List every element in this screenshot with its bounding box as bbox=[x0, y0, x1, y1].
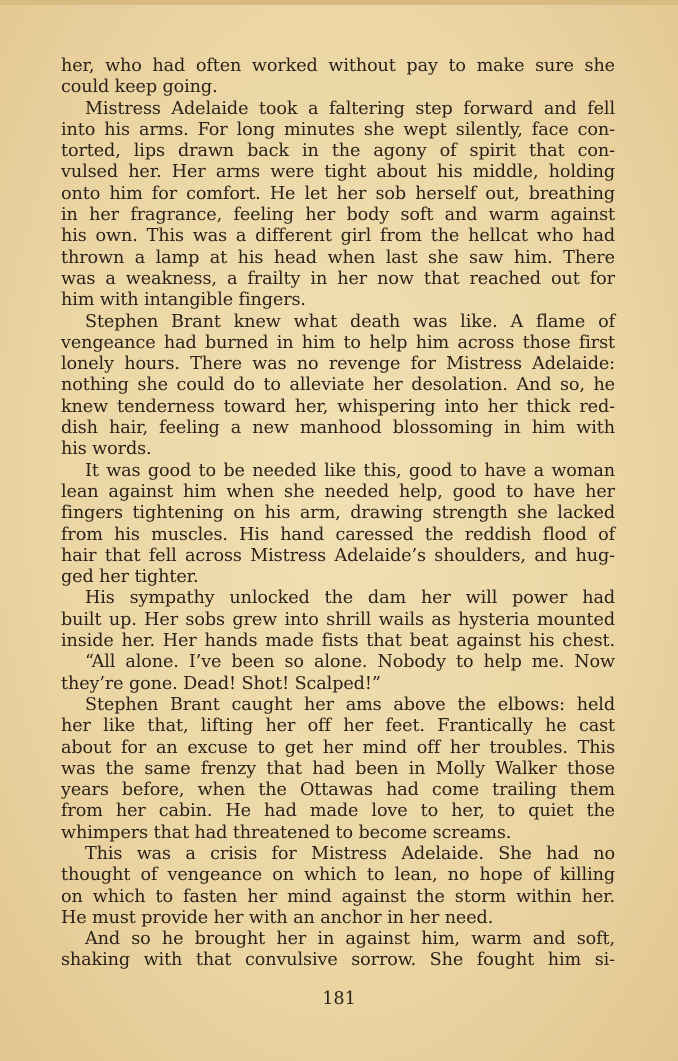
text-line: vengeance had burned in him to help him across those first bbox=[61, 332, 615, 353]
text-line: her like that, lifting her off her feet. Frantically he cast bbox=[61, 716, 615, 737]
text-line: fingers tightening on his arm, drawing strength she lacked bbox=[61, 503, 615, 524]
text-line: was the same frenzy that had been in Molly Walker those bbox=[61, 758, 615, 779]
text-line: He must provide her with an anchor in her need. bbox=[61, 907, 494, 928]
text-line: Stephen Brant knew what death was like. A flame of bbox=[85, 311, 615, 332]
text-line: in her fragrance, feeling her body soft and warm against bbox=[61, 205, 615, 226]
text-line: This was a crisis for Mistress Adelaide. She had no bbox=[85, 843, 615, 864]
text-line: shaking with that convulsive sorrow. She fought him si- bbox=[61, 950, 615, 971]
text-line: built up. Her sobs grew into shrill wails as hysteria mounted bbox=[61, 609, 615, 630]
text-line: It was good to be needed like this, good to have a woman bbox=[85, 460, 615, 481]
text-line: him with intangible fingers. bbox=[61, 290, 306, 311]
text-line: lonely hours. There was no revenge for Mistress Adelaide: bbox=[61, 354, 615, 375]
body-text bbox=[61, 56, 615, 972]
text-line: dish hair, feeling a new manhood blossoming in him with bbox=[61, 418, 615, 439]
text-line: “All alone. I’ve been so alone. Nobody to help me. Now bbox=[85, 652, 615, 673]
text-line: from his muscles. His hand caressed the reddish flood of bbox=[61, 524, 615, 545]
text-line: Stephen Brant caught her ams above the elbows: held bbox=[85, 694, 615, 715]
text-line: his own. This was a different girl from the hellcat who had bbox=[61, 226, 615, 247]
text-line: was a weakness, a frailty in her now that reached out for bbox=[61, 268, 615, 289]
text-line: her, who had often worked without pay to make sure she bbox=[61, 56, 615, 76]
text-line: torted, lips drawn back in the agony of spirit that con- bbox=[61, 141, 615, 162]
text-line: from her cabin. He had made love to her, to quiet the bbox=[61, 801, 615, 822]
text-line: about for an excuse to get her mind off her troubles. This bbox=[61, 737, 615, 758]
text-line: And so he brought her in against him, warm and soft, bbox=[85, 929, 615, 950]
text-line: His sympathy unlocked the dam her will power had bbox=[85, 588, 615, 609]
text-line: they’re gone. Dead! Shot! Scalped!” bbox=[61, 673, 381, 694]
text-line: ged her tighter. bbox=[61, 567, 199, 588]
text-line: could keep going. bbox=[61, 77, 218, 98]
text-line: knew tenderness toward her, whispering into her thick red- bbox=[61, 396, 615, 417]
text-line: on which to fasten her mind against the storm within her. bbox=[61, 886, 615, 907]
text-line: hair that fell across Mistress Adelaide’s shoulders, and hug- bbox=[61, 545, 615, 566]
text-line: nothing she could do to alleviate her desolation. And so, he bbox=[61, 375, 615, 396]
text-line: onto him for comfort. He let her sob herself out, breathing bbox=[61, 183, 615, 204]
text-line: whimpers that had threatened to become screams. bbox=[61, 822, 512, 843]
text-line: vulsed her. Her arms were tight about his middle, holding bbox=[61, 162, 615, 183]
text-line: inside her. Her hands made fists that beat against his chest. bbox=[61, 631, 615, 652]
text-line: thrown a lamp at his head when last she saw him. There bbox=[61, 247, 615, 268]
text-line: his words. bbox=[61, 439, 152, 460]
page-number: 181 bbox=[322, 989, 356, 1009]
text-line: into his arms. For long minutes she wept silently, face con- bbox=[61, 119, 615, 140]
text-line: years before, when the Ottawas had come trailing them bbox=[61, 780, 615, 801]
page-top-edge bbox=[0, 0, 678, 5]
text-line: Mistress Adelaide took a faltering step forward and fell bbox=[85, 98, 615, 119]
text-line: lean against him when she needed help, good to have her bbox=[61, 481, 615, 502]
text-line: thought of vengeance on which to lean, no hope of killing bbox=[61, 865, 615, 886]
